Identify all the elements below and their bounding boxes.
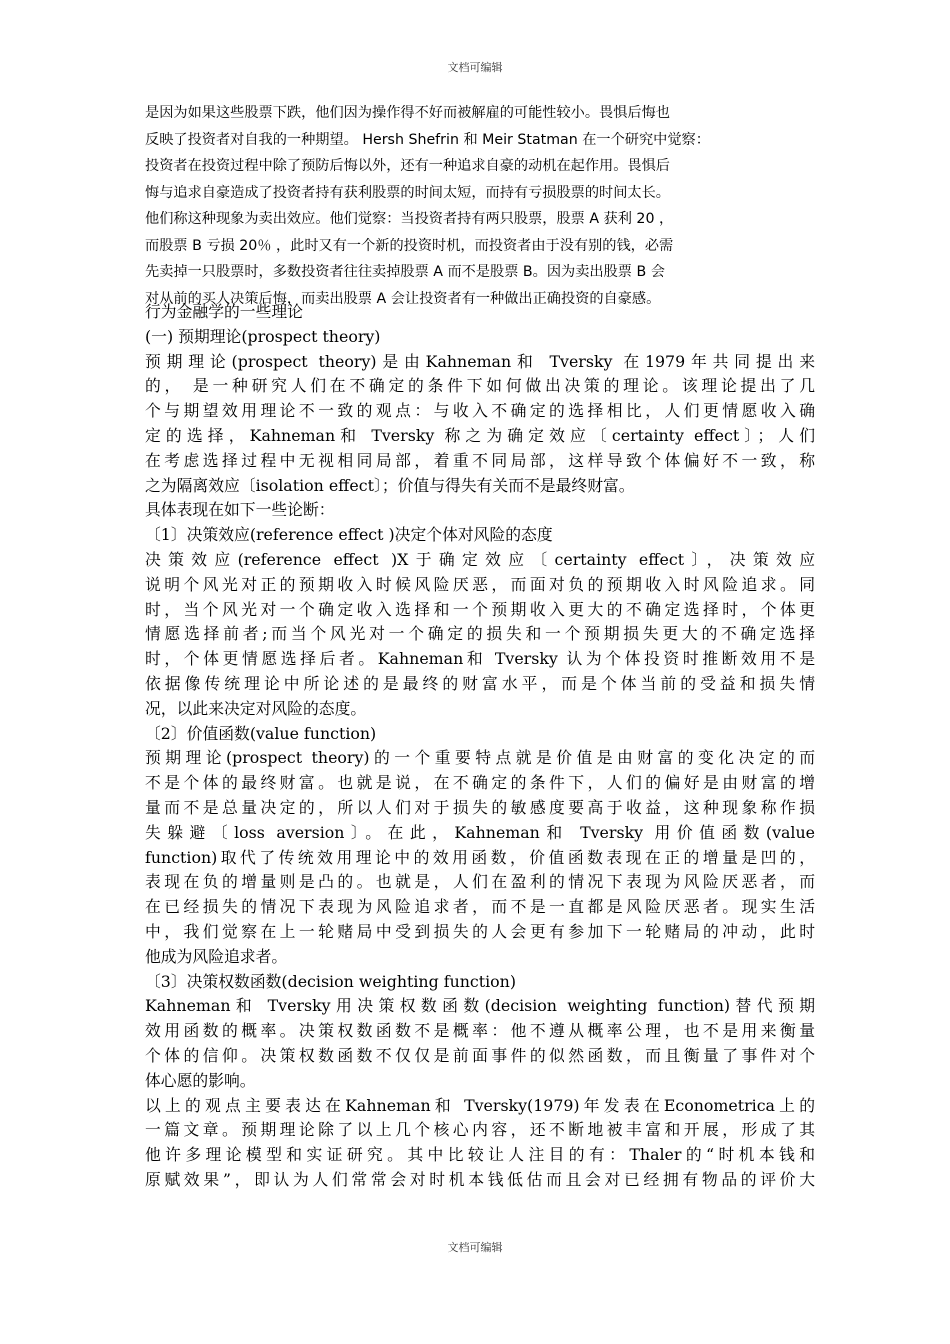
text-line: 预期理论(prospect theory)的一个重要特点就是价值是由财富的变化决定的而 — [145, 748, 815, 768]
text-line: 决策效应(reference effect )X于确定效应〔certainty effect〕，决策效应 — [145, 549, 815, 569]
text-line: 情愿选择前者;而当个风光对一个确定的损失和一个预期损失更大的不确定选择 — [145, 624, 815, 644]
text-line: function)取代了传统效用理论中的效用函数，价值函数表现在正的增量是凹的， — [145, 847, 815, 867]
text-line: 说明个风光对正的预期收入时候风险厌恶，而面对负的预期收入时风险追求。同 — [145, 574, 815, 594]
text-line: (一) 预期理论(prospect theory) — [145, 326, 381, 346]
text-line: 一篇文章。预期理论除了以上几个核心内容，还不断地被丰富和开展，形成了其 — [145, 1120, 815, 1140]
text-line: 不是个体的最终财富。也就是说，在不确定的条件下，人们的偏好是由财富的增 — [145, 773, 815, 793]
text-line: 他成为风险追求者。 — [145, 946, 288, 966]
text-line: 投资者在投资过程中除了预防后悔以外，还有一种追求自豪的动机在起作用。畏惧后 — [145, 158, 670, 174]
text-line: 时，个体更情愿选择后者。Kahneman和 Tversky 认为个体投资时推断效用不是 — [145, 649, 815, 669]
text-line: 个体的信仰。决策权数函数不仅仅是前面事件的似然函数，而且衡量了事件对个 — [145, 1045, 815, 1065]
text-line: 具体表现在如下一些论断： — [145, 500, 335, 520]
text-line: 量而不是总量决定的，所以人们对于损失的敏感度要高于收益，这种现象称作损 — [145, 797, 815, 817]
text-line: 而股票 B 亏损 20％ ，此时又有一个新的投资时机，而投资者由于没有别的钱，必需 — [145, 237, 674, 254]
text-line: 〔2〕价值函数(value function) — [145, 723, 377, 743]
text-line: 〔1〕决策效应(reference effect )决定个体对风险的态度 — [145, 525, 553, 545]
text-line: 效用函数的概率。决策权数函数不是概率：他不遵从概率公理，也不是用来衡量 — [145, 1021, 815, 1041]
text-line: 之为隔离效应〔isolation effect〕；价值与得失有关而不是最终财富。 — [145, 475, 635, 495]
prospect-theory-section — [145, 300, 815, 1193]
text-line: 悔与追求自豪造成了投资者持有获利股票的时间太短，而持有亏损股票的时间太长。 — [145, 184, 670, 201]
text-line: 预期理论(prospect theory)是由Kahneman和 Tversky 在1979年共同提出来 — [145, 351, 815, 371]
text-line: 表现在负的增量则是凸的。也就是，人们在盈利的情况下表现为风险厌恶者，而 — [145, 872, 815, 892]
text-line: 失躲避〔loss aversion〕。在此，Kahneman和 Tversky 用价值函数(value — [145, 822, 815, 842]
text-line: 时，当个风光对一个确定收入选择和一个预期收入更大的不确定选择时，个体更 — [145, 599, 815, 619]
text-line: 先卖掉一只股票时，多数投资者往往卖掉股票 A 而不是股票 B。因为卖出股票 B 会 — [145, 264, 665, 280]
page-header: 文档可编辑 — [447, 61, 503, 74]
text-line: 对从前的买人决策后悔，而卖出股票 A 会让投资者有一种做出正确投资的自豪感。 — [145, 290, 661, 307]
text-line: 反映了投资者对自我的一种期望。 Hersh Shefrin 和 Meir Statman 在一个研究中觉察： — [145, 131, 710, 148]
text-line: 〔3〕决策权数函数(decision weighting function) — [145, 971, 517, 991]
text-line: 的， 是一种研究人们在不确定的条件下如何做出决策的理论。该理论提出了几 — [145, 376, 815, 396]
text-line: 在已经损失的情况下表现为风险追求者，而不是一直都是风险厌恶者。现实生活 — [145, 897, 815, 917]
text-line: 定的选择，Kahneman和 Tversky 称之为确定效应〔certainty effect〕；人们 — [145, 425, 815, 445]
text-line: 在考虑选择过程中无视相同局部，着重不同局部，这样导致个体偏好不一致，称 — [145, 450, 815, 470]
text-line: 中，我们觉察在上一轮赌局中受到损失的人会更有参加下一轮赌局的冲动，此时 — [145, 921, 815, 941]
text-line: 况，以此来决定对风险的态度。 — [145, 698, 367, 718]
text-line: 原赋效果”，即认为人们常常会对时机本钱低估而且会对已经拥有物品的评价大 — [145, 1169, 815, 1189]
text-line: 体心愿的影响。 — [145, 1070, 256, 1090]
text-line: Kahneman和 Tversky用决策权数函数(decision weighting function)替代预期 — [145, 996, 815, 1016]
text-line: 个与期望效用理论不一致的观点：与收入不确定的选择相比，人们更情愿收入确 — [145, 401, 815, 421]
text-line: 依据像传统理论中所论述的是最终的财富水平，而是个体当前的受益和损失情 — [145, 673, 815, 693]
text-line: 行为金融学的一些理论 — [145, 302, 303, 321]
text-line: 他许多理论模型和实证研究。其中比较让人注目的有：Thaler的“时机本钱和 — [145, 1145, 815, 1165]
paragraph-regret-aversion — [145, 100, 815, 312]
text-line: 他们称这种现象为卖出效应。他们觉察：当投资者持有两只股票，股票 A 获利 20 ， — [145, 211, 674, 227]
text-line: 是因为如果这些股票下跌，他们因为操作得不好而被解雇的可能性较小。畏惧后悔也 — [145, 105, 670, 121]
page-footer: 文档可编辑 — [447, 1241, 503, 1254]
text-line: 以上的观点主要表达在Kahneman和 Tversky(1979)年发表在Econometrica上的 — [145, 1095, 815, 1115]
